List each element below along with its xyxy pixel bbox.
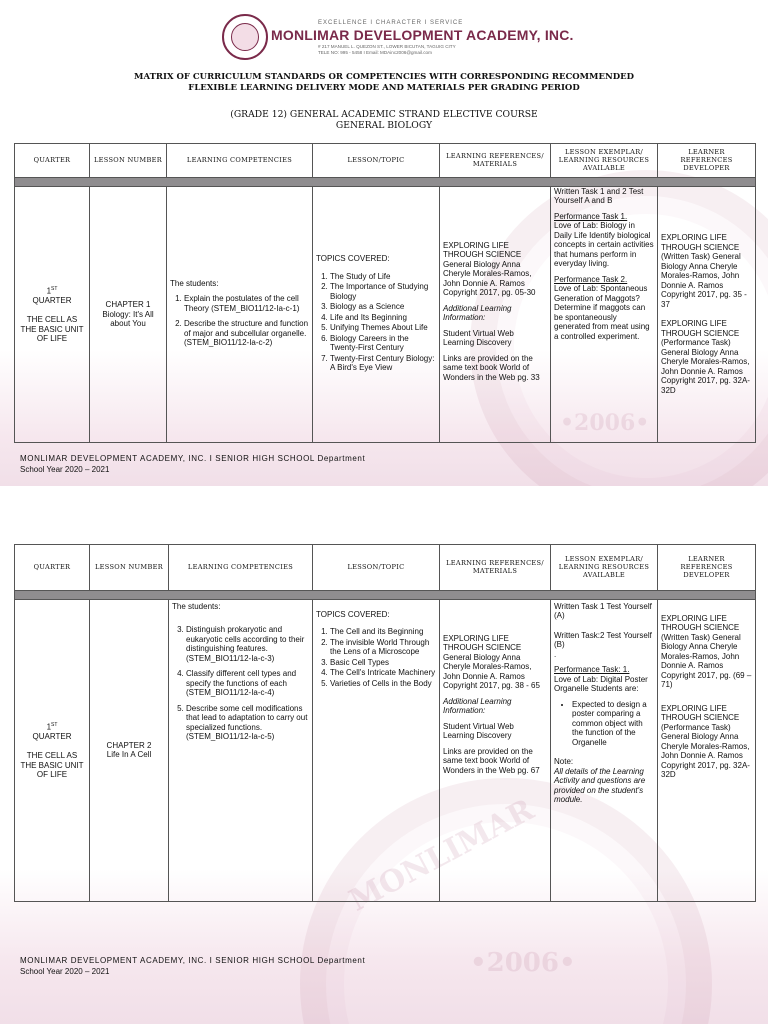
list-item: 4. Classify different cell types and specify the functions of each (STEM_BIO11/12-Ia-c-4) xyxy=(186,669,309,698)
competencies-cell: The students: 3. Distinguish prokaryotic and eukaryotic cells according to their distinguishing features. (STEM_BIO11/12-Ia-c-3) 4. Classify different cell types and specify the functions of each (STEM_BIO11/12-Ia-c-4) 5. Describe some cell modifications that lead to adaptation to carry out specialized functions. (STEM_BIO11/12-Ia-c-5) xyxy=(169,599,313,901)
table-row xyxy=(15,186,756,442)
topic-item: 4. The Cell's Intricate Machinery xyxy=(330,668,436,678)
watermark-year: •2006• xyxy=(470,948,576,978)
separator-band xyxy=(15,590,756,599)
col-quarter: QUARTER xyxy=(15,144,90,178)
col-lesson-number: LESSON NUMBER xyxy=(90,545,169,591)
curriculum-table-2 xyxy=(14,544,756,902)
list-item: • Expected to design a poster comparing a common object with the function of the Organelle xyxy=(572,700,654,748)
list-item: 5. Describe some cell modifications that lead to adaptation to carry out specialized functions. (STEM_BIO11/12-Ia-c-5) xyxy=(186,704,309,742)
list-item: 2. Describe the structure and function of major and subcellular organelle. (STEM_BIO11/12-Ia-c-2) xyxy=(184,319,309,348)
topic-item: 5. Varieties of Cells in the Body xyxy=(330,679,436,689)
topic-item: 3. Biology as a Science xyxy=(330,302,436,312)
col-developer: LEARNER REFERENCES DEVELOPER xyxy=(658,144,756,178)
watermark-name: MONLIMAR xyxy=(343,792,540,919)
list-item: 3. Distinguish prokaryotic and eukaryotic cells according to their distinguishing features. (STEM_BIO11/12-Ia-c-3) xyxy=(186,625,309,663)
table-row xyxy=(15,599,756,901)
col-exemplar: LESSON EXEMPLAR/ LEARNING RESOURCES AVAILABLE xyxy=(551,144,658,178)
developer-cell: EXPLORING LIFE THROUGH SCIENCE (Written Task) General Biology Anna Cheryle Morales-Ramos, John Donnie A. Ramos Copyright 2017, pg. 35 - 37 EXPLORING LIFE THROUGH SCIENCE (Performance Task) General Biology Anna Cheryle Morales-Ramos, John Donnie A. Ramos Copyright 2017, pg. 32A-32D xyxy=(658,186,756,442)
topic-cell: TOPICS COVERED: 1. The Study of Life 2. The Importance of Studying Biology 3. Biology as a Science 4. Life and Its Beginning 5. Unifying Themes About Life 6. Biology Careers in the Twenty-First Century 7. Twenty-First Century Biology: A Bird's Eye View xyxy=(313,186,440,442)
col-competencies: LEARNING COMPETENCIES xyxy=(167,144,313,178)
footer: MONLIMAR DEVELOPMENT ACADEMY, INC. I SENIOR HIGH SCHOOL Department School Year 2020 – 2021 xyxy=(20,454,366,474)
quarter-cell: 1ST QUARTER THE CELL AS THE BASIC UNIT OF LIFE xyxy=(15,186,90,442)
curriculum-table-1 xyxy=(14,143,756,443)
school-motto: EXCELLENCE I CHARACTER I SERVICE xyxy=(318,20,464,26)
school-address: # 217 MANUEL L. QUEZON ST., LOWER BICUTAN, TAGUIG CITY TELE NO: 995 - 5458 I Email: MDAinc2006@gmail.com xyxy=(318,44,456,55)
col-developer: LEARNER REFERENCES DEVELOPER xyxy=(658,545,756,591)
page-2 xyxy=(0,508,768,1024)
page-1 xyxy=(0,0,768,486)
col-references: LEARNING REFERENCES/ MATERIALS xyxy=(440,545,551,591)
course-title: (GRADE 12) GENERAL ACADEMIC STRAND ELECTIVE COURSE GENERAL BIOLOGY xyxy=(230,109,538,131)
col-topic: LESSON/TOPIC xyxy=(313,545,440,591)
col-lesson-number: LESSON NUMBER xyxy=(90,144,167,178)
school-logo xyxy=(222,14,268,60)
col-topic: LESSON/TOPIC xyxy=(313,144,440,178)
topic-item: 4. Life and Its Beginning xyxy=(330,313,436,323)
competencies-cell: The students: 1. Explain the postulates of the cell Theory (STEM_BIO11/12-Ia-c-1) 2. Describe the structure and function of major and subcellular organelle. (STEM_BIO11/12-Ia-c-2) xyxy=(167,186,313,442)
watermark-year: •2006• xyxy=(560,410,650,436)
list-item: 1. Explain the postulates of the cell Theory (STEM_BIO11/12-Ia-c-1) xyxy=(184,294,309,313)
topic-cell: TOPICS COVERED: 1. The Cell and its Beginning 2. The invisible World Through the Lens of a Microscope 3. Basic Cell Types 4. The Cell's Intricate Machinery 5. Varieties of Cells in the Body xyxy=(313,599,440,901)
topic-item: 1. The Cell and its Beginning xyxy=(330,627,436,637)
exemplar-cell: Written Task 1 Test Yourself (A) Written Task:2 Test Yourself (B) . Performance Task: 1. Love of Lab: Digital Poster Organelle Students are: • Expected to design a poster comparing a common object with the function of the Organelle Note: All details of the Learning Activity and questions are provided on the student's module. xyxy=(551,599,658,901)
references-cell: EXPLORING LIFE THROUGH SCIENCE General Biology Anna Cheryle Morales-Ramos, John Donnie A. Ramos Copyright 2017, pg. 05-30 Additional Learning Information: Student Virtual Web Learning Discovery Links are provided on the same text book World of Wonders in the Web pg. 33 xyxy=(440,186,551,442)
developer-cell: EXPLORING LIFE THROUGH SCIENCE (Written Task) General Biology Anna Cheryle Morales-Ramos, John Donnie A. Ramos Copyright 2017, pg. (69 – 71) EXPLORING LIFE THROUGH SCIENCE (Performance Task) General Biology Anna Cheryle Morales-Ramos, John Donnie A. Ramos Copyright 2017, pg. 32A-32D xyxy=(658,599,756,901)
footer: MONLIMAR DEVELOPMENT ACADEMY, INC. I SENIOR HIGH SCHOOL Department School Year 2020 – 2021 xyxy=(20,956,366,976)
lesson-number-cell: CHAPTER 2 Life In A Cell xyxy=(90,599,169,901)
document-title: MATRIX OF CURRICULUM STANDARDS OR COMPETENCIES WITH CORRESPONDING RECOMMENDED FLEXIBLE LEARNING DELIVERY MODE AND MATERIALS PER GRADING PERIOD xyxy=(134,72,634,93)
references-cell: EXPLORING LIFE THROUGH SCIENCE General Biology Anna Cheryle Morales-Ramos, John Donnie A. Ramos Copyright 2017, pg. 38 - 65 Additional Learning Information: Student Virtual Web Learning Discovery Links are provided on the same text book World of Wonders in the Web pg. 67 xyxy=(440,599,551,901)
topic-item: 7. Twenty-First Century Biology: A Bird's Eye View xyxy=(330,354,436,373)
topic-item: 6. Biology Careers in the Twenty-First Century xyxy=(330,334,436,353)
topic-item: 5. Unifying Themes About Life xyxy=(330,323,436,333)
col-competencies: LEARNING COMPETENCIES xyxy=(169,545,313,591)
topic-item: 3. Basic Cell Types xyxy=(330,658,436,668)
topic-item: 2. The invisible World Through the Lens of a Microscope xyxy=(330,638,436,657)
topic-item: 1. The Study of Life xyxy=(330,272,436,282)
col-quarter: QUARTER xyxy=(15,545,90,591)
quarter-cell: 1ST QUARTER THE CELL AS THE BASIC UNIT OF LIFE xyxy=(15,599,90,901)
page-gap xyxy=(0,486,768,508)
topic-item: 2. The Importance of Studying Biology xyxy=(330,282,436,301)
separator-band xyxy=(15,177,756,186)
exemplar-cell: Written Task 1 and 2 Test Yourself A and B Performance Task 1. Love of Lab: Biology in Daily Life Identify biological concepts in certain activities that humans perform in everyday living. Performance Task 2. Love of Lab: Spontaneous Generation of Maggots? Determine if maggots can be spontaneously generated from meat using a controlled experiment. xyxy=(551,186,658,442)
col-exemplar: LESSON EXEMPLAR/ LEARNING RESOURCES AVAILABLE xyxy=(551,545,658,591)
school-name: MONLIMAR DEVELOPMENT ACADEMY, INC. xyxy=(271,27,574,43)
col-references: LEARNING REFERENCES/ MATERIALS xyxy=(440,144,551,178)
lesson-number-cell: CHAPTER 1 Biology: It's All about You xyxy=(90,186,167,442)
